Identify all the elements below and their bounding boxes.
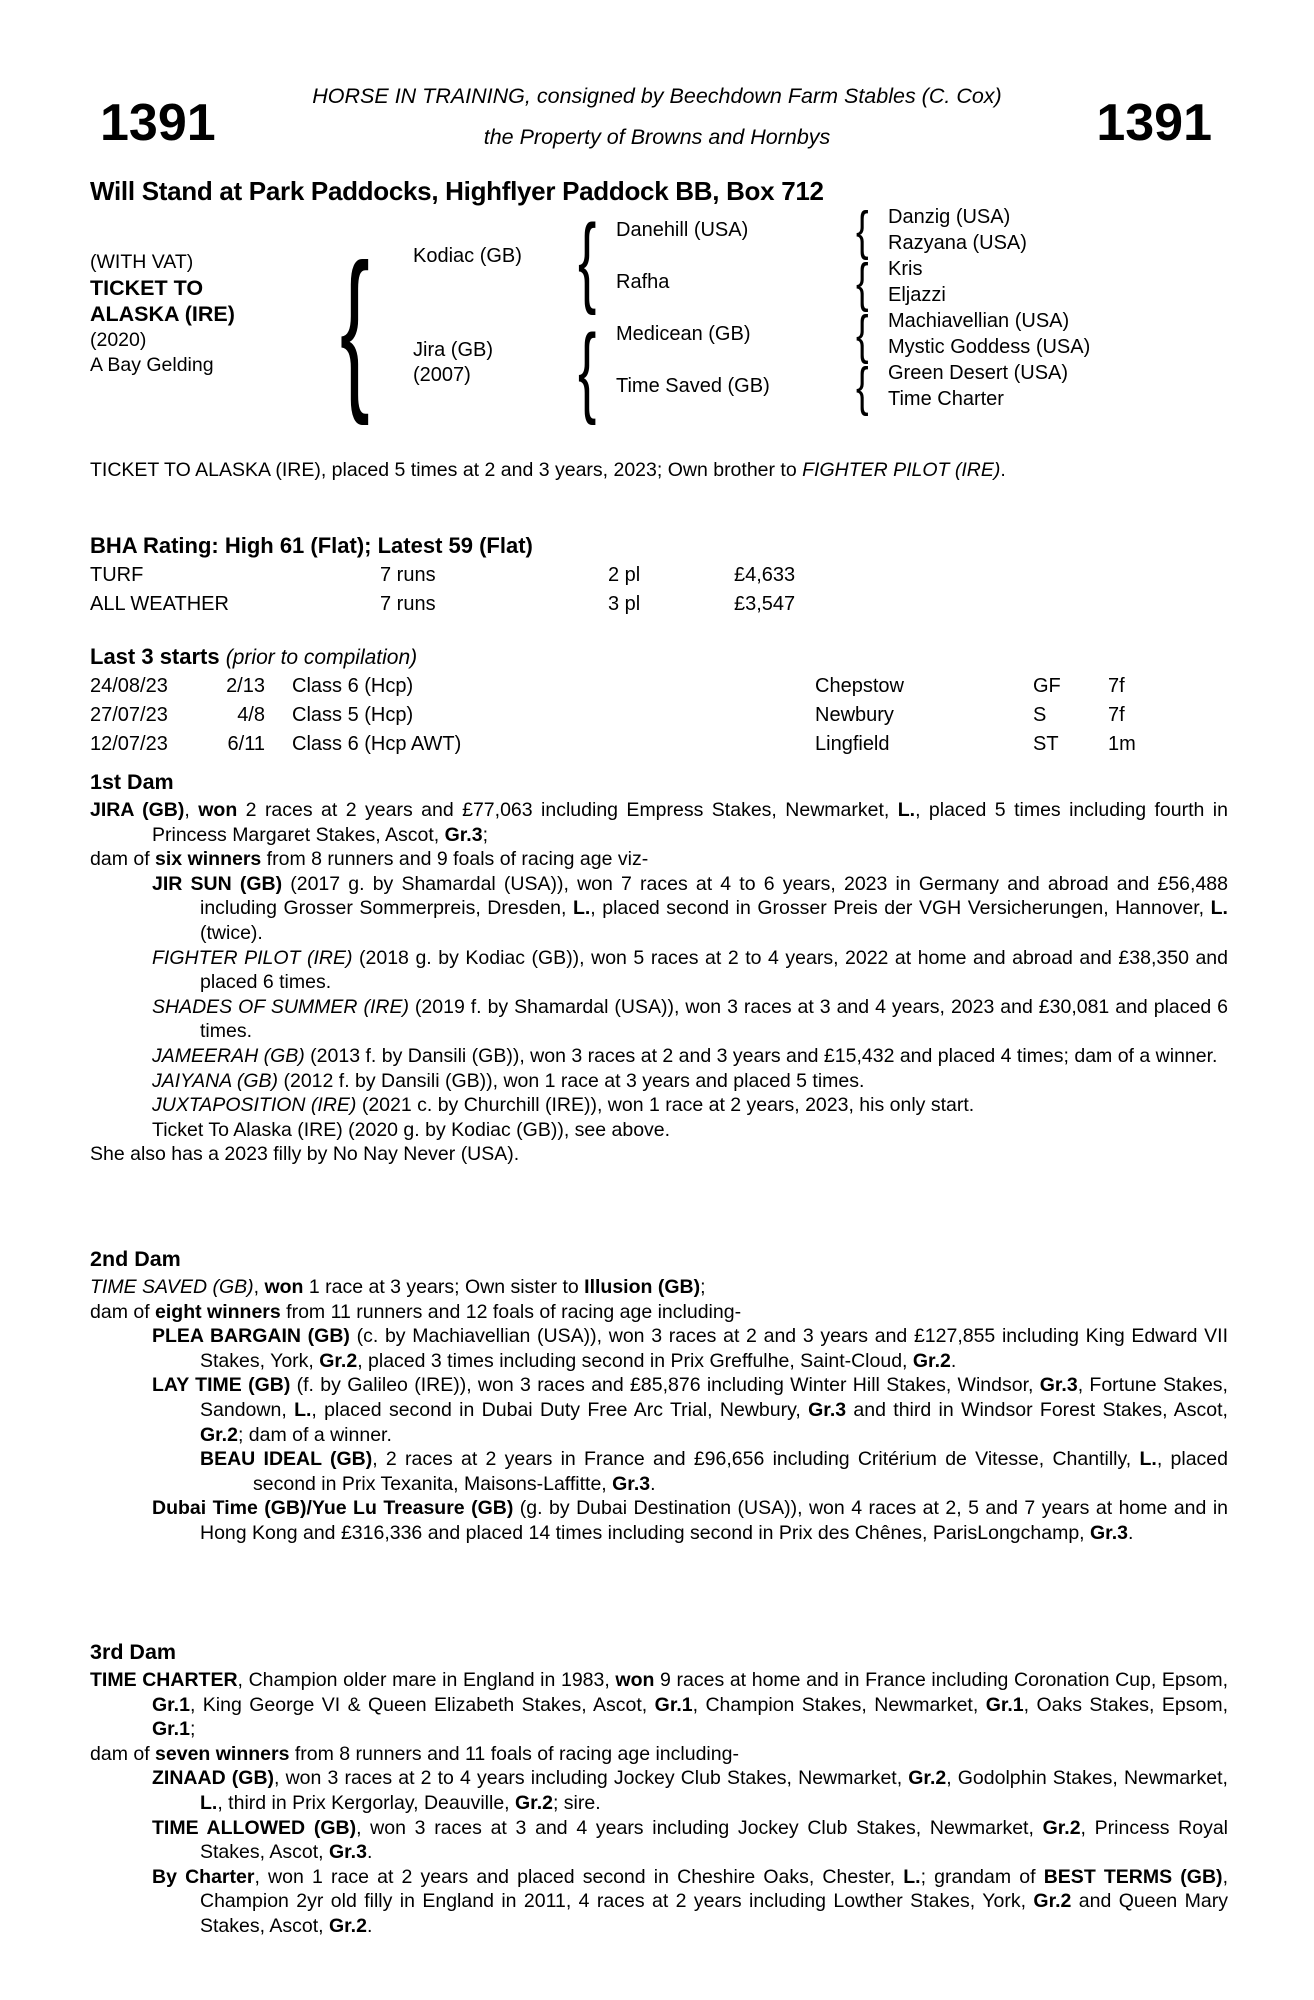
pedigree-paragraph: Dubai Time (GB)/Yue Lu Treasure (GB) (g. by Dubai Destination (USA)), won 4 races at 2, 5 and 7 years at home and in Hong Kong and £316,336 and placed 14 times including second in Prix des Chênes, ParisLongchamp, Gr.3.: [152, 1497, 1228, 1544]
pedigree-paragraph: She also has a 2023 filly by No Nay Never (USA).: [90, 1143, 520, 1166]
pedigree-paragraph: JAIYANA (GB) (2012 f. by Dansili (GB)), won 1 race at 3 years and placed 5 times.: [152, 1069, 865, 1092]
horse-name-line2: ALASKA (IRE): [90, 302, 235, 326]
pedigree-paragraph: JIR SUN (GB) (2017 g. by Shamardal (USA)), won 7 races at 4 to 6 years, 2023 in Germany and abroad and £56,488 including Grosser Sommerpreis, Dresden, L., placed second in Grosser Preis der VGH Versicherungen, Hannover, L. (twice).: [152, 872, 1228, 944]
surface-label: TURF: [90, 564, 144, 586]
section-title: 2nd Dam: [90, 1247, 181, 1271]
pedigree-paragraph: JIRA (GB), won 2 races at 2 years and £77,063 including Empress Stakes, Newmarket, L., placed 5 times including fourth in Princess Margaret Stakes, Ascot, Gr.3;: [90, 799, 1228, 846]
race-distance: 7f: [1108, 675, 1125, 697]
great-grandparent-name: Razyana (USA): [888, 232, 1027, 254]
race-class: Class 6 (Hcp AWT): [292, 733, 462, 755]
bha-rating-heading: BHA Rating: High 61 (Flat); Latest 59 (Flat): [90, 533, 533, 558]
grandparent-name: Danehill (USA): [616, 219, 749, 241]
pedigree-brace: [578, 320, 596, 420]
race-summary: TICKET TO ALASKA (IRE), placed 5 times at 2 and 3 years, 2023; Own brother to FIGHTER PILOT (IRE).: [90, 459, 1006, 481]
stand-location-line: Will Stand at Park Paddocks, Highflyer Paddock BB, Box 712: [90, 176, 824, 206]
great-grandparent-name: Kris: [888, 258, 923, 280]
horse-year: (2020): [90, 329, 147, 351]
pedigree-paragraph: dam of eight winners from 11 runners and 12 foals of racing age including-: [90, 1300, 742, 1323]
pedigree-paragraph: TIME SAVED (GB), won 1 race at 3 years; Own sister to Illusion (GB);: [90, 1276, 706, 1298]
placed-value: 3 pl: [608, 593, 641, 615]
great-grandparent-name: Danzig (USA): [888, 206, 1011, 228]
race-going: GF: [1033, 675, 1061, 697]
earnings-value: £3,547: [734, 593, 796, 615]
pedigree-paragraph: dam of six winners from 8 runners and 9 foals of racing age viz-: [90, 848, 649, 871]
grandparent-name: Medicean (GB): [616, 323, 751, 345]
section-title: 1st Dam: [90, 770, 174, 794]
race-position: 6/11: [227, 733, 265, 755]
section-title: 3rd Dam: [90, 1640, 177, 1664]
pedigree-brace: [856, 360, 869, 414]
race-distance: 1m: [1108, 733, 1136, 755]
race-date: 24/08/23: [90, 675, 168, 697]
dam-section-3: [90, 1640, 1228, 1939]
horse-description: A Bay Gelding: [90, 354, 214, 376]
race-going: ST: [1033, 733, 1059, 755]
runs-value: 7 runs: [380, 593, 436, 615]
great-grandparent-name: Mystic Goddess (USA): [888, 336, 1091, 358]
last-starts-heading-bold: Last 3 starts: [90, 644, 226, 669]
placed-value: 2 pl: [608, 564, 641, 586]
race-class: Class 5 (Hcp): [292, 704, 414, 726]
runs-value: 7 runs: [380, 564, 436, 586]
race-date: 12/07/23: [90, 733, 168, 755]
race-class: Class 6 (Hcp): [292, 675, 414, 697]
grandparent-name: Time Saved (GB): [616, 375, 770, 397]
property-line: the Property of Browns and Hornbys: [483, 125, 831, 149]
pedigree-brace: [856, 256, 869, 310]
race-position: 2/13: [226, 675, 265, 697]
pedigree-paragraph: JUXTAPOSITION (IRE) (2021 c. by Churchill (IRE)), won 1 race at 2 years, 2023, his only start.: [152, 1094, 975, 1117]
last-starts-heading: [90, 644, 417, 670]
pedigree-paragraph: SHADES OF SUMMER (IRE) (2019 f. by Shamardal (USA)), won 3 races at 3 and 4 years, 2023 and £30,081 and placed 6 times.: [152, 995, 1229, 1043]
pedigree-paragraph: LAY TIME (GB) (f. by Galileo (IRE)), won 3 races and £85,876 including Winter Hill Stakes, Windsor, Gr.3, Fortune Stakes, Sandown, L., placed second in Dubai Duty Free Arc Trial, Newbury, Gr.3 and third in Windsor Forest Stakes, Ascot, Gr.2; dam of a winner.: [152, 1374, 1228, 1446]
race-date: 27/07/23: [90, 704, 168, 726]
last-starts-heading-italic: (prior to compilation): [225, 646, 418, 669]
dam-name: Jira (GB): [413, 339, 493, 361]
surface-label: ALL WEATHER: [90, 593, 229, 615]
pedigree-paragraph: TIME ALLOWED (GB), won 3 races at 3 and 4 years including Jockey Club Stakes, Newmarket, Gr.2, Princess Royal Stakes, Ascot, Gr.3.: [152, 1816, 1228, 1864]
consignor-line: HORSE IN TRAINING, consigned by Beechdown Farm Stables (C. Cox): [312, 84, 1002, 108]
pedigree-brace: [856, 204, 869, 258]
great-grandparent-name: Eljazzi: [888, 284, 946, 306]
pedigree-paragraph: TIME CHARTER, Champion older mare in England in 1983, won 9 races at home and in France including Coronation Cup, Epsom, Gr.1, King George VI & Queen Elizabeth Stakes, Ascot, Gr.1, Champion Stakes, Newmarket, Gr.1, Oaks Stakes, Epsom, Gr.1;: [90, 1669, 1228, 1741]
horse-name-line1: TICKET TO: [90, 276, 204, 300]
pedigree-paragraph: By Charter, won 1 race at 2 years and placed second in Cheshire Oaks, Chester, L.; grandam of BEST TERMS (GB), Champion 2yr old filly in England in 2011, 4 races at 2 years including Lowther Stakes, York, Gr.2 and Queen Mary Stakes, Ascot, Gr.2.: [152, 1865, 1228, 1937]
earnings-value: £4,633: [734, 564, 796, 586]
lot-number-right: 1391: [1096, 94, 1212, 152]
dam-section-1: [90, 770, 1228, 1167]
pedigree-brace: [856, 308, 869, 362]
pedigree-paragraph: JAMEERAH (GB) (2013 f. by Dansili (GB)), won 3 races at 2 and 3 years and £15,432 and placed 4 times; dam of a winner.: [152, 1044, 1218, 1067]
race-course: Lingfield: [815, 733, 890, 755]
pedigree-brace: [578, 210, 596, 310]
great-grandparent-name: Machiavellian (USA): [888, 310, 1070, 332]
pedigree-paragraph: ZINAAD (GB), won 3 races at 2 to 4 years including Jockey Club Stakes, Newmarket, Gr.2, Godolphin Stakes, Newmarket, L., third in Prix Kergorlay, Deauville, Gr.2; sire.: [152, 1767, 1228, 1814]
pedigree-paragraph: FIGHTER PILOT (IRE) (2018 g. by Kodiac (GB)), won 5 races at 2 to 4 years, 2022 at home and abroad and £38,350 and placed 6 times.: [152, 946, 1228, 994]
race-position: 4/8: [237, 704, 265, 726]
race-distance: 7f: [1108, 704, 1125, 726]
pedigree-paragraph: PLEA BARGAIN (GB) (c. by Machiavellian (USA)), won 3 races at 2 and 3 years and £127,855 including King Edward VII Stakes, York, Gr.2, placed 3 times including second in Prix Greffulhe, Saint-Cloud, Gr.2.: [152, 1325, 1228, 1372]
great-grandparent-name: Time Charter: [888, 388, 1004, 410]
race-course: Chepstow: [815, 675, 904, 697]
grandparent-name: Rafha: [616, 271, 670, 293]
lot-number-left: 1391: [100, 94, 216, 152]
sire-name: Kodiac (GB): [413, 245, 522, 267]
dam-year: (2007): [413, 364, 471, 386]
great-grandparent-name: Green Desert (USA): [888, 362, 1069, 384]
pedigree-paragraph: Ticket To Alaska (IRE) (2020 g. by Kodiac (GB)), see above.: [152, 1118, 671, 1141]
pedigree-tree: [0, 0, 1314, 440]
pedigree-brace: [340, 238, 370, 416]
pedigree-paragraph: dam of seven winners from 8 runners and 11 foals of racing age including-: [90, 1742, 739, 1765]
vat-note: (WITH VAT): [90, 251, 194, 273]
race-course: Newbury: [815, 704, 894, 726]
pedigree-paragraph: BEAU IDEAL (GB), 2 races at 2 years in France and £96,656 including Critérium de Vitesse, Chantilly, L., placed second in Prix Texanita, Maisons-Laffitte, Gr.3.: [200, 1448, 1228, 1495]
dam-section-2: [90, 1247, 1228, 1546]
race-going: S: [1033, 704, 1047, 726]
